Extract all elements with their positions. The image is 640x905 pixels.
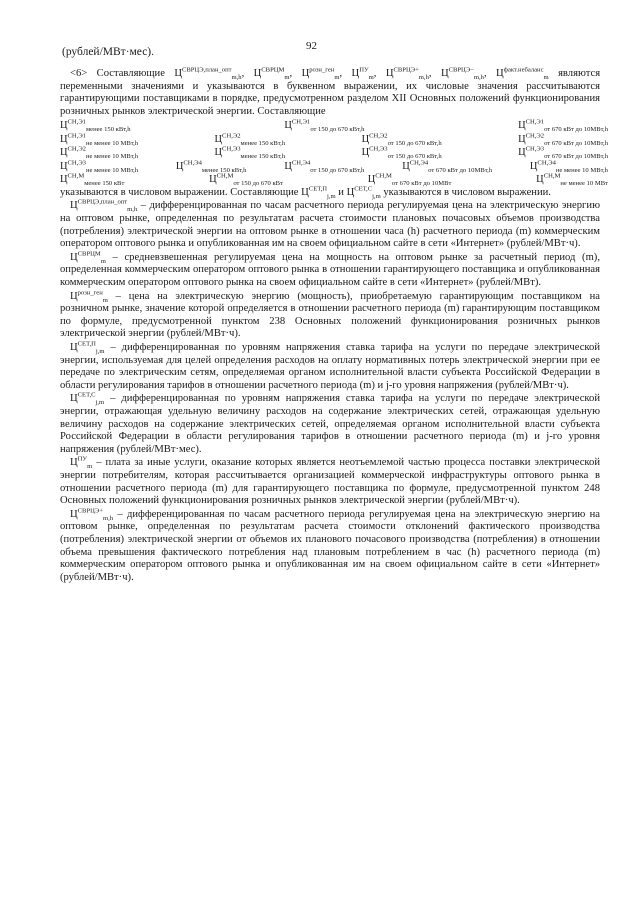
voltage-component: $Ц^{СН,Э2}_{не менее 10 МВт,h}$ (60, 145, 139, 161)
definition-text: – дифференцированная по уровням напряжения ставка тарифа на услуги по передаче электрической энергии, используемая для целей определения расходов на оплату нормативных потерь электрической энергии при ее передаче по электрическим сетям, определяемая органом исполнительной власти субъекта Российской Федерации в области регулирования тарифов в отношении расчетного периода (m) и j-го уровня напряжения (рублей/МВт·ч). (60, 342, 600, 391)
definition-paragraph (60, 252, 600, 290)
voltage-component: $Ц^{СН,Э4}_{от 670 кВт до 10МВт,h}$ (402, 159, 493, 174)
voltage-component: $Ц^{СН,Э2}_{менее 150 кВт,h}$ (214, 132, 286, 147)
voltage-component: $Ц^{СН,М}_{не менее 10 МВт}$ (536, 172, 608, 188)
definitions-list (60, 200, 600, 584)
voltage-component: $Ц^{СН,Э3}_{не менее 10 МВт,h}$ (60, 159, 139, 174)
voltage-component: $Ц^{СН,Э1}_{не менее 10 МВт,h}$ (60, 132, 139, 147)
voltage-component: $Ц^{СН,Э3}_{от 150 до 670 кВт,h}$ (361, 145, 442, 161)
definition-text: – плата за иные услуги, оказание которых является неотъемлемой частью процесса поставки электрической энергии потребителям, которая рассчитывается организацией коммерческой инфраструктуры оптового рынка в отношении расчетного периода (m) для гарантирующего поставщика по формуле, предусмотренной пунктом 248 Основных положений функционирования розничных рынков электрической энергии (рублей/МВт·ч). (60, 457, 600, 507)
definition-text: – цена на электрическую энергию (мощность), приобретаемую гарантирующим поставщиком на розничном рынке, значение которой определяется в отношении расчетного периода (m) гарантирующим поставщиком по формуле, предусмотренной пунктом 238 Основных положений функционирования розничных рынков электрической энергии (рублей/МВт·ч). (60, 290, 600, 340)
definition-text: – дифференцированная по уровням напряжения ставка тарифа на услуги по передаче электрической энергии, отражающая удельную величину расходов на содержание электрических сетей, отражающая удельную величину расходов на содержание электрических сетей, определяемая органом исполнительной власти субъекта Российской Федерации в области регулирования тарифов в отношении расчетного периода (m) и j-го уровня напряжения (рублей/МВт·мес). (60, 393, 600, 455)
definition-paragraph (60, 509, 600, 585)
voltage-component: $Ц^{СН,Э1}_{от 150 до 670 кВт,h}$ (284, 118, 365, 134)
definition-text: – дифференцированная по часам расчетного периода регулируемая цена на электрическую энергию на оптовом рынке, определенная по результатам расчета стоимости отклонений фактического производства (потребления) электрической энергии от объемов их планового почасового производства (потребления) в отношении объема превышения фактического потребления над плановым потреблением в час (h) расчетного периода (m) коммерческим оператором оптового рынка и опубликованная им на своем официальном сайте в сети «Интернет» (рублей/МВт·ч). (60, 508, 600, 583)
voltage-components-list (60, 119, 608, 187)
symbol-pu: $Ц^{ПУ}_m$ (351, 66, 374, 82)
components-row (60, 146, 608, 160)
note-prefix: <6> Составляющие (70, 68, 175, 79)
page-number: 92 (306, 40, 317, 52)
definition-text: – дифференцированная по часам расчетного периода регулируемая цена на электрическую энергию на оптовом рынке, определенная по результатам расчета стоимости плановых почасовых объемов производства (потребления) электрической энергии на оптовом рынке в отношении часа (h) расчетного периода (m) коммерческим оператором оптового рынка и опубликованная им на своем официальном сайте в сети «Интернет» (рублей/МВт·ч). (60, 200, 600, 250)
components-label: Составляющие (257, 105, 326, 117)
voltage-component: $Ц^{СН,Э3}_{менее 150 кВт,h}$ (214, 145, 286, 161)
symbol-set-p: $Ц^{СЕТ,П}_{j,m}$ (301, 185, 336, 200)
definition-paragraph (60, 200, 600, 250)
definition-text: – средневзвешенная регулируемая цена на мощность на оптовом рынке за расчетный период (m), определенная коммерческим оператором оптового рынка в отношении гарантирующего поставщика и опубликованная коммерческим оператором оптового рынка на своем официальном сайте в сети «Интернет» (рублей/МВт). (60, 251, 600, 289)
voltage-component: $Ц^{СН,Э4}_{не менее 10 МВт,h}$ (529, 159, 608, 174)
symbol-cvrce-plus: $Ц^{СВРЦЭ+}_{m,h}$ (385, 66, 429, 82)
document-body (60, 66, 608, 585)
definition-symbol: $Ц^{ПУ}_m$ (70, 455, 93, 471)
definition-symbol: $Ц^{СВРЦЭ+}_{m,h}$ (70, 507, 114, 522)
voltage-component: $Ц^{СН,М}_{от 670 кВт до 10МВт}$ (367, 172, 452, 188)
definition-symbol: $Ц^{СВРЦЭ,план\_опт}_{m,h}$ (70, 198, 138, 214)
definition-paragraph (60, 457, 600, 507)
note-6-paragraph: <6> Составляющие $Ц^{СВРЦЭ,план\_опт}_{m,h}$, $Ц^{СВРЦМ}_m$, $Ц^{розн\_ген}_m$, $Ц^{ПУ}_m$, $Ц^{СВРЦЭ+}_{m,h}$, $Ц^{СВРЦЭ-}_{m,h}$, $Ц^{факт.небаланс}_m$ являются переменными значениями и указываются в буквенном выражении, их числовые значения рассчитываются гарантирующими поставщиками в порядке, предусмотренном разделом XII Основных положений функционирования розничных рынков электрической энергии. Составляющие (60, 66, 601, 117)
voltage-component: $Ц^{СН,Э1}_{от 670 кВт до 10МВт,h}$ (518, 118, 608, 134)
definition-paragraph (60, 291, 600, 341)
voltage-component: $Ц^{СН,М}_{от 150 до 670 кВт}$ (209, 172, 283, 188)
voltage-component: $Ц^{СН,Э2}_{от 150 до 670 кВт,h}$ (361, 132, 442, 147)
definition-symbol: $Ц^{СЕТ,П}_{j,m}$ (70, 340, 105, 356)
symbol-cvrcm: $Ц^{СВРЦМ}_m$ (253, 66, 290, 82)
definition-symbol: $Ц^{розн\_ген}_m$ (70, 289, 108, 304)
voltage-component: $Ц^{СН,М}_{менее 150 кВт}$ (60, 172, 125, 188)
symbol-cvrce-plan: $Ц^{СВРЦЭ,план\_опт}_{m,h}$ (174, 66, 242, 82)
definition-symbol: $Ц^{СВРЦМ}_m$ (70, 250, 106, 265)
definition-paragraph (60, 342, 600, 392)
voltage-component: $Ц^{СН,Э2}_{от 670 кВт до 10МВт,h}$ (518, 132, 608, 147)
components-row (60, 173, 608, 187)
components-row (60, 119, 608, 133)
definition-paragraph (60, 393, 600, 456)
voltage-component: $Ц^{СН,Э3}_{от 670 кВт до 10МВт,h}$ (518, 145, 608, 161)
symbol-fakt-nebalans: $Ц^{факт.небаланс}_m$ (496, 66, 549, 82)
symbol-set-c: $Ц^{СЕТ,С}_{j,m}$ (346, 185, 381, 200)
definition-symbol: $Ц^{СЕТ,С}_{j,m}$ (70, 391, 105, 407)
note-text-3: указываются в числовом выражении. (383, 186, 551, 198)
components-row (60, 133, 608, 147)
symbol-rozn-gen: $Ц^{розн\_ген}_m$ (301, 66, 340, 82)
voltage-component: $Ц^{СН,Э4}_{менее 150 кВт,h}$ (175, 159, 247, 174)
symbol-cvrce-minus: $Ц^{СВРЦЭ-}_{m,h}$ (440, 66, 484, 82)
voltage-component: $Ц^{СН,Э1}_{менее 150 кВт,h}$ (60, 118, 131, 134)
note-6-tail: указываются в числовом выражении. Составляющие $Ц^{СЕТ,П}_{j,m}$ и $Ц^{СЕТ,С}_{j,m}$ указываются в числовом выражении. (60, 185, 551, 200)
header-unit: (рублей/МВт·мес). (62, 46, 155, 58)
components-row (60, 160, 608, 174)
note-text-2: указываются в числовом выражении. Составляющие (60, 186, 299, 198)
note-text-1: являются переменными значениями и указываются в буквенном выражении, их числовые значения рассчитываются гарантирующими поставщиками в порядке, предусмотренном разделом XII Основных положений функционирования розничных рынков электрической энергии. (60, 68, 601, 117)
voltage-component: $Ц^{СН,Э4}_{от 150 до 670 кВт,h}$ (284, 159, 365, 174)
